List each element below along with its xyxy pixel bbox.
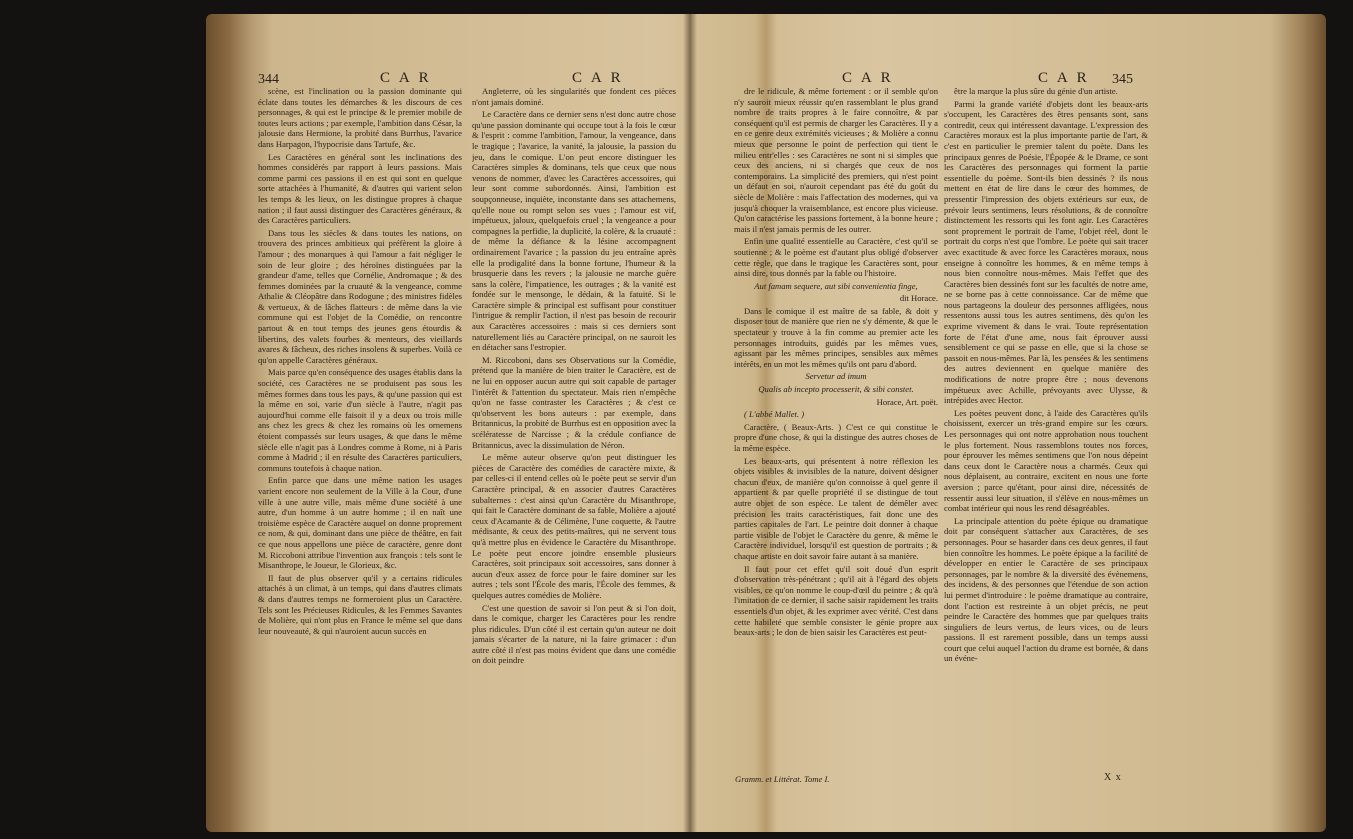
paragraph: Il faut pour cet effet qu'il soit doué d'un esprit d'observation très-pénétrant ; qu'il ait à l'égard des objets visibles, ce qu'on nomme le coup-d'œil du peintre ; & qu'à l'imitation de ce dernier, il sache saisir rapidement les traits essentiels d'un objet, & les exprimer avec vérité. C'est dans cette habileté que semble consister le génie propre aux beaux-arts ; le don de bien saisir les Caractères est peut- — [734, 563, 938, 638]
paragraph: être la marque la plus sûre du génie d'un artiste. — [954, 86, 1118, 96]
right-page-column-2 — [944, 86, 1148, 766]
paragraph: Mais parce qu'en conséquence des usages établis dans la société, ces Caractères ne se produisent pas sous les mêmes formes dans tous les pays, & qu'une passion qui est la même en soi, varie d'un siècle à l'autre, n'agit pas aujourd'hui comme elle faisoit il y a deux ou trois mille ans chez les grecs & chez les romains où les ornemens étoient compassés sur leurs usages, & que dans le même siècle elle n'agit pas à Londres comme à Rome, ni à Paris comme à Madrid ; il en résulte des Caractères particuliers, communs toutefois à chaque nation. — [258, 367, 462, 473]
paragraph: Les Caractères en général sont les inclinations des hommes considérés par rapport à leurs passions. Mais comme parmi ces passions il en est qui sont en quelque sorte attachées à l'humanité, & d'autres qui varient selon les temps & les lieux, on les distingue propres à chaque nation ; il faut aussi distinguer des Caractères généraux, & des Caractères particuliers. — [258, 151, 462, 226]
signature-mark: X x — [1104, 772, 1122, 783]
paragraph: Parmi la grande variété d'objets dont les beaux-arts s'occupent, les Caractères des êtres pensants sont, sans contredit, ceux qui intéressent davantage. L'expression des Caractères moraux est la plus importante partie de l'art, & c'est en particulier le premier talent du poète. Dans les principaux genres de Poésie, l'Épopée & le Drame, ce sont les Caractères des personnages qui forment la partie essentielle du poème. Sont-ils bien dessinés ? ils nous mettent en état de lire dans le cœur des hommes, de pressentir l'impression des objets extérieurs sur eux, de prévoir leurs sentimens, leurs résolutions, & de connoître distinctement les ressorts qui les font agir. Les Caractères sont proprement le portrait de l'ame, l'objet réel, dont le portrait du corps n'est que l'ombre. Le poète qui sait tracer avec exactitude & avec force les Caractères moraux, nous enseigne à connoître les hommes, & en même temps à nous bien connoître nous-mêmes. Mais l'effet que des Caractères bien dessinés font sur les facultés de notre ame, ne se borne pas à cette connoissance. Car de même que nous partageons la douleur des personnes affligées, nous ressentons aussi tous les autres sentimens, dès qu'on les exprime vivement & dans le vrai. Toute représentation forte de l'état d'une ame, nous fait éprouver aussi sensiblement ce qui se passe en elle, que si la chose se passoit en nous-mêmes. Par là, les pensées & les sentimens des autres deviennent en quelque manière des modifications de notre propre être ; nous devenons impétueux avec Achille, prévoyants avec Ulysse, & intrépides avec Hector. — [944, 98, 1148, 406]
attribution: dit Horace. — [899, 293, 938, 304]
left-page-number: 344 — [258, 72, 279, 87]
right-page-footer: Gramm. et Littérat. Tome I. — [735, 774, 830, 784]
paragraph: Le Caractère dans ce dernier sens n'est donc autre chose qu'une passion dominante qui occupe tout à la fois le cœur & l'esprit : comme l'ambition, l'amour, la vengeance, dans le tragique ; l'avarice, la vanité, la jalousie, la passion du jeu, dans le comique. L'on peut encore distinguer les Caractères simples & dominans, tels que ceux que nous venons de nommer, d'avec les Caractères accessoires, qui leur sont comme subordonnés. Ainsi, l'ambition est soupçonneuse, inquiète, inconstante dans ses attachemens, qu'elle noue ou rompt selon ses vues ; l'amour est vif, impétueux, jaloux, quelquefois cruel ; la vengeance a pour compagnes la perfidie, la duplicité, la colère, & la cruauté : de même la défiance & la lésine accompagnent ordinairement l'avarice ; la passion du jeu entraîne après elle la prodigalité dans la bonne fortune, l'humeur & la brusquerie dans les revers ; la jalousie ne marche guère sans la colère, l'impatience, les outrages ; & la vanité est fondée sur le mensonge, le dédain, & la fatuité. Si le Caractère simple & principal est suffisant pour constituer l'intrigue & remplir l'action, il n'est pas besoin de recourir aux Caractères accessoires : mais si ces derniers sont naturellement liés au Caractère principal, on ne sauroit les en détacher sans l'estropier. — [472, 109, 676, 353]
quotation: Servetur ad imum — [805, 371, 867, 382]
left-page-column-1 — [258, 86, 462, 766]
paragraph: Enfin une qualité essentielle au Caractère, c'est qu'il se soutienne ; & le poème est d'autant plus obligé d'observer cette règle, que dans le tragique les Caractères sont, pour ainsi dire, tous donnés par la fable ou l'histoire. — [734, 236, 938, 279]
paragraph: Dans tous les siècles & dans toutes les nations, on trouvera des princes ambitieux qui préfèrent la gloire à l'amour ; des monarques à qui l'amour a fait négliger le soin de leur gloire ; des héroïnes distinguées par la grandeur d'ame, telles que Cornélie, Andromaque ; & des femmes dominées par la cruauté & la vengeance, comme Athalie & Cléopâtre dans Rodogune ; des ministres fidèles & vertueux, & de lâches flatteurs : de même dans la vie commune qui est l'objet de la Comédie, on rencontre partout & en tout temps des jeunes gens étourdis & libertins, des valets fourbes & menteurs, des vieillards avares & fâcheux, des riches insolens & superbes. Voilà ce qu'on appelle Caractères généraux. — [258, 227, 462, 365]
left-header-col1: C A R — [380, 70, 432, 86]
paragraph: La principale attention du poète épique ou dramatique doit par conséquent s'attacher aux Caractères, de ses personnages. Pour se hasarder dans ces deux genres, il faut bien connoître les hommes. Le poète épique a la facilité de développer en entier le Caractère de ses principaux personnages, par le nombre & la diversité des évènemens, des incidens, & des personnes que l'étendue de son action lui permet d'introduire : le poème dramatique au contraire, dont l'action est restreinte à un objet précis, ne peut peindre le Caractère des hommes que par quelques traits singuliers de leurs vertus, de leurs vices, ou de leurs passions. Il est rarement possible, dans un temps aussi court que celui auquel l'action du drame est bornée, & dans un événe- — [944, 515, 1148, 664]
paragraph: dre le ridicule, & même fortement : or il semble qu'on n'y sauroit mieux réussir qu'en rassemblant le plus grand nombre de traits propres à le faire connoître, & par conséquent qu'il est permis de charger les Caractères. Il y a en ce genre deux extrémités vicieuses ; & Molière a connu mieux que personne le point de perfection qui tient le milieu entr'elles : ses Caractères ne sont ni si simples que ceux des anciens, ni si chargés que ceux de nos contemporains. La simplicité des premiers, qui n'est point un défaut en soi, n'auroit cependant pas été du goût du siècle de Molière : mais l'affectation des modernes, qui va jusqu'à choquer la vraisemblance, est encore plus vicieuse. Qu'on caractérise les passions fortement, à la bonne heure ; mais il n'est jamais permis de les outrer. — [734, 86, 938, 234]
book-gutter — [683, 14, 697, 832]
right-page-column-1 — [734, 86, 938, 766]
left-page-column-2 — [472, 86, 676, 766]
paragraph: Dans le comique il est maître de sa fable, & doit y disposer tout de manière que rien ne s'y démente, & que le spectateur y trouve à la fin comme au premier acte les personnages introduits, guidés par les mêmes vues, agissant par les mêmes principes, sensibles aux mêmes intérêts, en un mot les mêmes qu'ils ont paru d'abord. — [734, 305, 938, 369]
right-header-col2: C A R — [1038, 70, 1090, 86]
author-credit: ( L'abbé Mallet. ) — [744, 409, 805, 420]
paragraph: Enfin parce que dans une même nation les usages varient encore non seulement de la Ville à la Cour, d'une ville à une autre ville, mais même d'une société à une autre, d'un homme à un autre homme ; il en naît une troisième espèce de Caractère auquel on donne proprement ce nom, & qui, dominant dans une pièce de théâtre, en fait ce que nous appellons une pièce de caractère, genre dont M. Riccoboni attribue l'invention aux françois : tels sont le Misanthrope, le Joueur, le Glorieux, &c. — [258, 475, 462, 571]
paragraph: Les poètes peuvent donc, à l'aide des Caractères qu'ils choisissent, exercer un très-grand empire sur les cœurs. Les personnages qui ont notre approbation nous touchent le plus fortement. Nous rassemblons toutes nos forces, pour éprouver les mêmes sentimens que l'on nous dépeint dans ceux dont le Caractère nous a charmés. Ceux qui nous déplaisent, au contraire, excitent en nous une forte aversion ; parce qu'étant, pour ainsi dire, nécessités de ressentir aussi leur situation, il s'élève en nous-mêmes un combat intérieur qui nous les rend désagréables. — [944, 407, 1148, 514]
right-header-col1: C A R — [842, 70, 894, 86]
paragraph: Le même auteur observe qu'on peut distinguer les pièces de Caractère des comédies de caractère mixte, & par celles-ci il entend celles où le poète peut se servir d'un Caractère principal, & en associer d'autres Caractères subalternes : c'est ainsi qu'un Caractère du Misanthrope, qui fait le Caractère dominant de sa fable, Molière a ajouté ceux d'Acamante & de Célimène, l'une coquette, & l'autre médisante, & ceux des petits-maîtres, qui ne servent tous qu'à mettre plus en évidence le Caractère du Misanthrope. Le poète peut encore joindre ensemble plusieurs Caractères, soit principaux soit accessoires, sans donner à aucun d'eux assez de force pour le faire dominer sur les autres ; tels sont l'École des maris, l'École des femmes, & quelques autres comédies de Molière. — [472, 452, 676, 600]
right-page — [728, 68, 1148, 768]
quotation: Qualis ab incepto processerit, & sibi constet. — [758, 384, 914, 395]
entry-heading-paragraph: Caractère, ( Beaux-Arts. ) C'est ce qui constitue le propre d'une chose, & qui la distingue des autres choses de la même espèce. — [734, 421, 938, 453]
paragraph: Angleterre, où les singularités que fondent ces pièces n'ont jamais dominé. — [472, 86, 676, 107]
quotation: Aut famam sequere, aut sibi convenientia finge, — [754, 280, 918, 291]
paragraph: M. Riccoboni, dans ses Observations sur la Comédie, prétend que la manière de bien traiter le Caractère, est de ne lui en opposer aucun autre qui soit capable de partager l'intérêt & l'attention du spectateur. Mais rien n'empêche qu'on ne fasse contraster les Caractères ; & c'est ce qu'observent les bons auteurs : par exemple, dans Britannicus, la probité de Burrhus est en opposition avec la scélératesse de Narcisse ; & la crédule confiance de Britannicus, avec la dissimulation de Néron. — [472, 354, 676, 450]
attribution: Horace, Art. poët. — [876, 396, 938, 407]
right-page-number: 345 — [1112, 72, 1133, 87]
paragraph: Les beaux-arts, qui présentent à notre réflexion les objets visibles & invisibles de la nature, doivent désigner chacun d'eux, de manière qu'on connoisse à quel genre il appartient & par quelle propriété il se distingue de tout autre objet de son espèce. Le talent de démêler avec précision les traits caractéristiques, fait donc une des parties capitales de l'art. Le peintre doit donner à chaque partie visible de l'objet le Caractère du genre, & même le Caractère individuel, lorsqu'il est question de portraits ; & chaque artiste en doit savoir faire autant à sa manière. — [734, 455, 938, 561]
paragraph: scène, est l'inclination ou la passion dominante qui éclate dans toutes les démarches & les discours de ces personnages, & qui est le principe & le premier mobile de toutes leurs actions ; par exemple, l'ambition dans César, la jalousie dans Hermione, la probité dans Burrhus, l'avarice dans Harpagon, l'hypocrisie dans Tartufe, &c. — [258, 86, 462, 149]
paragraph: C'est une question de savoir si l'on peut & si l'on doit, dans le comique, charger les Caractères pour les rendre plus ridicules. D'un côté il est certain qu'un auteur ne doit jamais s'écarter de la nature, ni la faire grimacer : d'un autre côté il n'est pas moins évident que dans une comédie on doit peindre — [472, 602, 676, 666]
paragraph: Il faut de plus observer qu'il y a certains ridicules attachés à un climat, à un temps, qui dans d'autres climats & dans d'autres temps ne formeroient plus un Caractère. Tels sont les Précieuses Ridicules, & les Femmes Savantes de Molière, qui n'ont plus en France le même sel que dans leur nouveauté, & qui n'auroient aucun succès en — [258, 572, 462, 636]
left-header-col2: C A R — [572, 70, 624, 86]
left-page — [248, 68, 680, 768]
